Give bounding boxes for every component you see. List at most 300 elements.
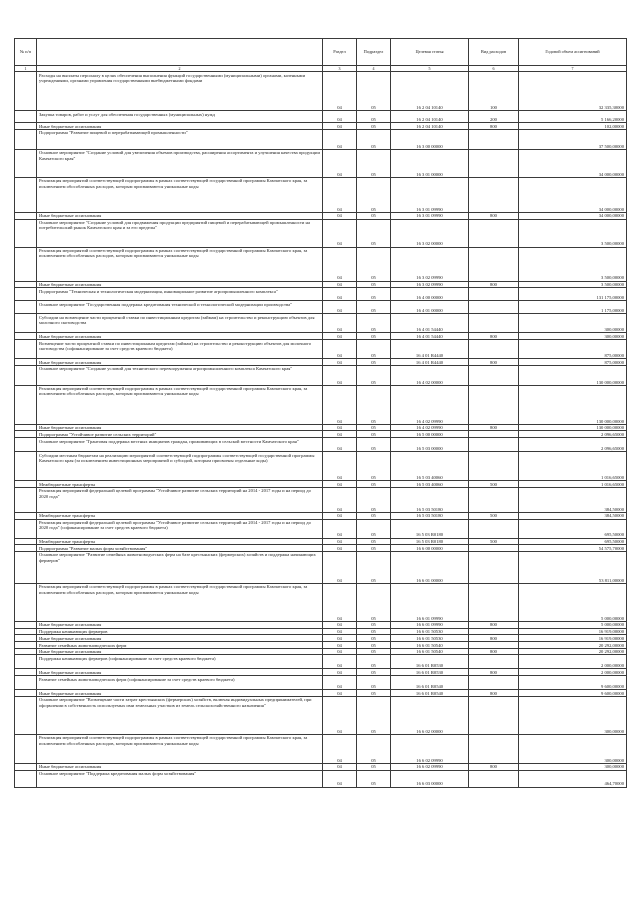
target-article-cell: 16 4 01 R4440 bbox=[391, 340, 469, 359]
expense-type-cell bbox=[469, 487, 519, 512]
amount-cell: 5 166,20000 bbox=[519, 111, 627, 123]
amount-cell: 34 000,00000 bbox=[519, 149, 627, 177]
amount-cell: 130 000,00000 bbox=[519, 385, 627, 424]
amount-cell: 464,70000 bbox=[519, 770, 627, 787]
num-cell bbox=[15, 635, 37, 642]
table-row bbox=[15, 655, 627, 669]
target-article-cell: 16 5 03 R0180 bbox=[391, 519, 469, 538]
razdel-cell: 04 bbox=[323, 288, 357, 301]
expense-type-cell bbox=[469, 655, 519, 669]
row-name-cell: Основное мероприятие "Развитие семейных животноводческих ферм на базе крестьянских (фермерских) хозяйств и поддержка начинающих фермеров" bbox=[37, 551, 323, 583]
target-article-cell: 16 2 04 10140 bbox=[391, 111, 469, 123]
num-cell bbox=[15, 538, 37, 545]
num-cell bbox=[15, 676, 37, 690]
razdel-cell: 04 bbox=[323, 676, 357, 690]
num-cell bbox=[15, 690, 37, 697]
row-name-cell: Межбюджетные трансферты bbox=[37, 512, 323, 519]
expense-type-cell: 800 bbox=[469, 123, 519, 130]
podrazdel-cell: 05 bbox=[357, 123, 391, 130]
razdel-cell: 04 bbox=[323, 212, 357, 219]
table-row bbox=[15, 621, 627, 628]
expense-type-cell: 800 bbox=[469, 669, 519, 676]
row-name-cell: Поддержка начинающих фермеров (софинансирование за счет средств краевого бюджета) bbox=[37, 655, 323, 669]
header-podrazdel: Подраздел bbox=[357, 39, 391, 66]
podrazdel-cell: 05 bbox=[357, 642, 391, 649]
row-name-cell: Иные бюджетные ассигнования bbox=[37, 281, 323, 288]
expense-type-cell bbox=[469, 519, 519, 538]
razdel-cell: 04 bbox=[323, 770, 357, 787]
target-article-cell: 16 5 00 00000 bbox=[391, 431, 469, 438]
row-name-cell: Иные бюджетные ассигнования bbox=[37, 123, 323, 130]
expense-type-cell bbox=[469, 385, 519, 424]
table-row bbox=[15, 438, 627, 452]
table-row bbox=[15, 359, 627, 366]
amount-cell: 2 000,00000 bbox=[519, 669, 627, 676]
expense-type-cell bbox=[469, 551, 519, 583]
podrazdel-cell: 05 bbox=[357, 247, 391, 281]
row-name-cell: Реализация мероприятий соответствующей подпрограммы в рамках соответствующей государственной программы Камчатского края, за исключением обособленных расходов, которым присваиваются уникальные коды bbox=[37, 734, 323, 763]
amount-cell: 102,00000 bbox=[519, 123, 627, 130]
expense-type-cell bbox=[469, 452, 519, 481]
table-row bbox=[15, 690, 627, 697]
target-article-cell: 16 3 01 09990 bbox=[391, 212, 469, 219]
header-number: № п/п bbox=[15, 39, 37, 66]
table-row bbox=[15, 212, 627, 219]
target-article-cell: 16 4 01 54440 bbox=[391, 314, 469, 333]
row-name-cell: Межбюджетные трансферты bbox=[37, 538, 323, 545]
razdel-cell: 04 bbox=[323, 628, 357, 635]
target-article-cell: 16 4 01 54440 bbox=[391, 333, 469, 340]
target-article-cell: 16 5 03 40060 bbox=[391, 452, 469, 481]
row-name-cell: Основное мероприятие "Создание условий для технического перевооружения агропромышленного комплекса Камчатского края" bbox=[37, 365, 323, 385]
podrazdel-cell: 05 bbox=[357, 655, 391, 669]
num-cell bbox=[15, 365, 37, 385]
podrazdel-cell: 05 bbox=[357, 583, 391, 621]
podrazdel-cell: 05 bbox=[357, 359, 391, 366]
podrazdel-cell: 05 bbox=[357, 385, 391, 424]
table-row bbox=[15, 314, 627, 333]
razdel-cell: 04 bbox=[323, 431, 357, 438]
num-cell bbox=[15, 770, 37, 787]
row-name-cell: Основное мероприятие "Создание условий для продвижения продукции предприятий пищевой и перерабатывающей промышленности на потребительский рынок Камчатского края и за его пределы" bbox=[37, 219, 323, 247]
expense-type-cell bbox=[469, 288, 519, 301]
table-row bbox=[15, 177, 627, 212]
razdel-cell: 04 bbox=[323, 301, 357, 314]
amount-cell: 130 000,00000 bbox=[519, 365, 627, 385]
index-cell: 1 bbox=[15, 66, 37, 72]
amount-cell: 53 811,00000 bbox=[519, 551, 627, 583]
razdel-cell: 04 bbox=[323, 690, 357, 697]
amount-cell: 37 500,00000 bbox=[519, 129, 627, 149]
razdel-cell: 04 bbox=[323, 340, 357, 359]
target-article-cell: 16 6 01 09990 bbox=[391, 621, 469, 628]
num-cell bbox=[15, 177, 37, 212]
podrazdel-cell: 05 bbox=[357, 512, 391, 519]
expense-type-cell bbox=[469, 219, 519, 247]
podrazdel-cell: 05 bbox=[357, 734, 391, 763]
table-row bbox=[15, 487, 627, 512]
table-row bbox=[15, 219, 627, 247]
razdel-cell: 04 bbox=[323, 512, 357, 519]
expense-type-cell bbox=[469, 301, 519, 314]
target-article-cell: 16 4 01 00000 bbox=[391, 301, 469, 314]
amount-cell: 695,50000 bbox=[519, 519, 627, 538]
num-cell bbox=[15, 149, 37, 177]
podrazdel-cell: 05 bbox=[357, 111, 391, 123]
row-name-cell: Иные бюджетные ассигнования bbox=[37, 333, 323, 340]
row-name-cell: Подпрограмма "Развитие малых форм хозяйствования" bbox=[37, 545, 323, 552]
row-name-cell: Основное мероприятие "Государственная поддержка кредитования технической и технологической модернизации производства" bbox=[37, 301, 323, 314]
num-cell bbox=[15, 628, 37, 635]
expense-type-cell bbox=[469, 583, 519, 621]
podrazdel-cell: 05 bbox=[357, 551, 391, 583]
target-article-cell: 16 5 03 R0180 bbox=[391, 538, 469, 545]
expense-type-cell bbox=[469, 545, 519, 552]
row-name-cell: Иные бюджетные ассигнования bbox=[37, 635, 323, 642]
razdel-cell: 04 bbox=[323, 538, 357, 545]
expense-type-cell: 800 bbox=[469, 281, 519, 288]
podrazdel-cell: 05 bbox=[357, 696, 391, 734]
table-row bbox=[15, 301, 627, 314]
table-row bbox=[15, 452, 627, 481]
amount-cell: 2 000,00000 bbox=[519, 655, 627, 669]
row-name-cell: Возмещение части процентной ставки по инвестиционным кредитам (займам) на строительство и реконструкцию объектов для молочного скотоводства (софинансирование за счет средств краевого бюджета) bbox=[37, 340, 323, 359]
podrazdel-cell: 05 bbox=[357, 301, 391, 314]
razdel-cell: 04 bbox=[323, 123, 357, 130]
expense-type-cell: 800 bbox=[469, 690, 519, 697]
amount-cell: 131 175,00000 bbox=[519, 288, 627, 301]
table-row bbox=[15, 431, 627, 438]
amount-cell: 300,00000 bbox=[519, 314, 627, 333]
row-name-cell: Иные бюджетные ассигнования bbox=[37, 359, 323, 366]
target-article-cell: 16 6 02 09990 bbox=[391, 734, 469, 763]
table-row bbox=[15, 519, 627, 538]
num-cell bbox=[15, 452, 37, 481]
razdel-cell: 04 bbox=[323, 281, 357, 288]
target-article-cell: 16 4 02 09990 bbox=[391, 385, 469, 424]
expense-type-cell bbox=[469, 129, 519, 149]
podrazdel-cell: 05 bbox=[357, 676, 391, 690]
razdel-cell: 04 bbox=[323, 763, 357, 770]
expense-type-cell bbox=[469, 438, 519, 452]
razdel-cell: 04 bbox=[323, 655, 357, 669]
header-row bbox=[15, 39, 627, 66]
target-article-cell: 16 3 02 09990 bbox=[391, 247, 469, 281]
table-row bbox=[15, 545, 627, 552]
amount-cell: 9 600,00000 bbox=[519, 690, 627, 697]
razdel-cell: 04 bbox=[323, 551, 357, 583]
razdel-cell: 04 bbox=[323, 481, 357, 488]
amount-cell: 1 175,00000 bbox=[519, 301, 627, 314]
expense-type-cell: 500 bbox=[469, 512, 519, 519]
podrazdel-cell: 05 bbox=[357, 314, 391, 333]
amount-cell: 34 000,00000 bbox=[519, 177, 627, 212]
target-article-cell: 16 2 04 10140 bbox=[391, 72, 469, 111]
podrazdel-cell: 05 bbox=[357, 669, 391, 676]
amount-cell: 300,00000 bbox=[519, 734, 627, 763]
row-name-cell: Закупка товаров, работ и услуг для обеспечения государственных (муниципальных) нужд bbox=[37, 111, 323, 123]
row-name-cell: Основное мероприятие "Грантовая поддержка местных инициатив граждан, проживающих в сельской местности Камчатского края" bbox=[37, 438, 323, 452]
expense-type-cell: 800 bbox=[469, 635, 519, 642]
num-cell bbox=[15, 333, 37, 340]
amount-cell: 384,50000 bbox=[519, 512, 627, 519]
target-article-cell: 16 5 03 00000 bbox=[391, 438, 469, 452]
row-name-cell: Межбюджетные трансферты bbox=[37, 481, 323, 488]
row-name-cell: Развитие семейных животноводческих ферм (софинансирование за счет средств краевого бюджета) bbox=[37, 676, 323, 690]
num-cell bbox=[15, 212, 37, 219]
razdel-cell: 04 bbox=[323, 385, 357, 424]
target-article-cell: 16 4 01 R4440 bbox=[391, 359, 469, 366]
target-article-cell: 16 4 00 00000 bbox=[391, 288, 469, 301]
table-row bbox=[15, 635, 627, 642]
podrazdel-cell: 05 bbox=[357, 431, 391, 438]
num-cell bbox=[15, 247, 37, 281]
table-row bbox=[15, 583, 627, 621]
target-article-cell: 16 6 03 00000 bbox=[391, 770, 469, 787]
target-article-cell: 16 6 01 50540 bbox=[391, 642, 469, 649]
table-row bbox=[15, 551, 627, 583]
target-article-cell: 16 4 02 00000 bbox=[391, 365, 469, 385]
num-cell bbox=[15, 648, 37, 655]
podrazdel-cell: 05 bbox=[357, 149, 391, 177]
podrazdel-cell: 05 bbox=[357, 438, 391, 452]
expense-type-cell bbox=[469, 734, 519, 763]
razdel-cell: 04 bbox=[323, 696, 357, 734]
row-name-cell: Иные бюджетные ассигнования bbox=[37, 648, 323, 655]
expense-type-cell: 500 bbox=[469, 538, 519, 545]
table-row bbox=[15, 247, 627, 281]
table-row bbox=[15, 696, 627, 734]
num-cell bbox=[15, 545, 37, 552]
expense-type-cell: 800 bbox=[469, 621, 519, 628]
podrazdel-cell: 05 bbox=[357, 635, 391, 642]
index-cell: 5 bbox=[391, 66, 469, 72]
num-cell bbox=[15, 288, 37, 301]
header-razdel: Раздел bbox=[323, 39, 357, 66]
expense-type-cell: 800 bbox=[469, 359, 519, 366]
table-row bbox=[15, 763, 627, 770]
amount-cell: 20 292,00000 bbox=[519, 642, 627, 649]
target-article-cell: 16 6 00 00000 bbox=[391, 545, 469, 552]
amount-cell: 3 500,00000 bbox=[519, 247, 627, 281]
podrazdel-cell: 05 bbox=[357, 763, 391, 770]
podrazdel-cell: 05 bbox=[357, 72, 391, 111]
amount-cell: 2 096,65000 bbox=[519, 431, 627, 438]
num-cell bbox=[15, 763, 37, 770]
row-name-cell: Иные бюджетные ассигнования bbox=[37, 690, 323, 697]
amount-cell: 9 600,00000 bbox=[519, 676, 627, 690]
amount-cell: 384,50000 bbox=[519, 487, 627, 512]
expense-type-cell bbox=[469, 247, 519, 281]
row-name-cell: Подпрограмма "Развитие пищевой и перерабатывающей промышленности" bbox=[37, 129, 323, 149]
podrazdel-cell: 05 bbox=[357, 690, 391, 697]
target-article-cell: 16 6 01 50540 bbox=[391, 648, 469, 655]
row-name-cell: Основное мероприятие "Поддержка кредитования малых форм хозяйствования" bbox=[37, 770, 323, 787]
header-expense-type: Вид расходов bbox=[469, 39, 519, 66]
row-name-cell: Иные бюджетные ассигнования bbox=[37, 763, 323, 770]
target-article-cell: 16 3 02 00000 bbox=[391, 219, 469, 247]
table-row bbox=[15, 648, 627, 655]
row-name-cell: Основное мероприятие "Возмещение части затрат крестьянских (фермерских) хозяйств, включая индивидуальных предпринимателей, при оформлении в собственность используемых ими земельных участков из земель сельскохозяйственного назначения" bbox=[37, 696, 323, 734]
num-cell bbox=[15, 129, 37, 149]
razdel-cell: 04 bbox=[323, 219, 357, 247]
razdel-cell: 04 bbox=[323, 519, 357, 538]
podrazdel-cell: 05 bbox=[357, 538, 391, 545]
podrazdel-cell: 05 bbox=[357, 288, 391, 301]
table-row bbox=[15, 676, 627, 690]
table-row bbox=[15, 481, 627, 488]
expense-type-cell bbox=[469, 676, 519, 690]
table-row bbox=[15, 365, 627, 385]
table-row bbox=[15, 288, 627, 301]
num-cell bbox=[15, 583, 37, 621]
index-cell: 6 bbox=[469, 66, 519, 72]
num-cell bbox=[15, 551, 37, 583]
podrazdel-cell: 05 bbox=[357, 648, 391, 655]
index-cell: 7 bbox=[519, 66, 627, 72]
amount-cell: 16 919,00000 bbox=[519, 635, 627, 642]
table-row bbox=[15, 340, 627, 359]
target-article-cell: 16 6 01 R0540 bbox=[391, 690, 469, 697]
expense-type-cell bbox=[469, 149, 519, 177]
target-article-cell: 16 6 01 R0530 bbox=[391, 669, 469, 676]
target-article-cell: 16 4 02 09990 bbox=[391, 424, 469, 431]
table-row bbox=[15, 385, 627, 424]
podrazdel-cell: 05 bbox=[357, 487, 391, 512]
header-target-article: Целевая статья bbox=[391, 39, 469, 66]
amount-cell: 130 000,00000 bbox=[519, 424, 627, 431]
num-cell bbox=[15, 111, 37, 123]
num-cell bbox=[15, 123, 37, 130]
num-cell bbox=[15, 487, 37, 512]
row-name-cell: Подпрограмма "Устойчивое развитие сельских территорий" bbox=[37, 431, 323, 438]
razdel-cell: 04 bbox=[323, 359, 357, 366]
row-name-cell: Подпрограмма "Техническая и технологическая модернизация, инновационное развитие агропромышленного комплекса" bbox=[37, 288, 323, 301]
razdel-cell: 04 bbox=[323, 438, 357, 452]
table-row bbox=[15, 72, 627, 111]
amount-cell: 2 096,65000 bbox=[519, 438, 627, 452]
num-cell bbox=[15, 72, 37, 111]
row-name-cell: Реализация мероприятий соответствующей подпрограммы в рамках соответствующей государственной программы Камчатского края, за исключением обособленных расходов, которым присваиваются уникальные коды bbox=[37, 583, 323, 621]
razdel-cell: 04 bbox=[323, 452, 357, 481]
num-cell bbox=[15, 669, 37, 676]
num-cell bbox=[15, 621, 37, 628]
row-name-cell: Субсидии на возмещение части процентной ставки по инвестиционным кредитам (займам) на строительство и реконструкцию объектов для молочного скотоводства bbox=[37, 314, 323, 333]
podrazdel-cell: 05 bbox=[357, 333, 391, 340]
expense-type-cell: 100 bbox=[469, 72, 519, 111]
amount-cell: 875,00000 bbox=[519, 340, 627, 359]
razdel-cell: 04 bbox=[323, 111, 357, 123]
expense-type-cell: 800 bbox=[469, 333, 519, 340]
row-name-cell: Иные бюджетные ассигнования bbox=[37, 212, 323, 219]
expense-type-cell bbox=[469, 770, 519, 787]
table-row bbox=[15, 129, 627, 149]
razdel-cell: 04 bbox=[323, 72, 357, 111]
podrazdel-cell: 05 bbox=[357, 770, 391, 787]
razdel-cell: 04 bbox=[323, 669, 357, 676]
target-article-cell: 16 6 01 00000 bbox=[391, 551, 469, 583]
podrazdel-cell: 05 bbox=[357, 129, 391, 149]
target-article-cell: 16 2 04 10140 bbox=[391, 123, 469, 130]
num-cell bbox=[15, 219, 37, 247]
expense-type-cell: 800 bbox=[469, 763, 519, 770]
amount-cell: 34 000,00000 bbox=[519, 212, 627, 219]
razdel-cell: 04 bbox=[323, 149, 357, 177]
header-annual-volume: Годовой объем ассигнований bbox=[519, 39, 627, 66]
row-name-cell: Реализация мероприятий соответствующей подпрограммы в рамках соответствующей государственной программы Камчатского края, за исключением обособленных расходов, которым присваиваются уникальные коды bbox=[37, 385, 323, 424]
expense-type-cell: 800 bbox=[469, 424, 519, 431]
amount-cell: 54 575,70000 bbox=[519, 545, 627, 552]
expense-type-cell: 500 bbox=[469, 481, 519, 488]
index-cell: 3 bbox=[323, 66, 357, 72]
table-row bbox=[15, 770, 627, 787]
podrazdel-cell: 05 bbox=[357, 281, 391, 288]
num-cell bbox=[15, 481, 37, 488]
amount-cell: 300,00000 bbox=[519, 763, 627, 770]
target-article-cell: 16 6 01 50530 bbox=[391, 635, 469, 642]
podrazdel-cell: 05 bbox=[357, 177, 391, 212]
row-name-cell: Расходы на выплаты персоналу в целях обеспечения выполнения функций государственными (муниципальными) органами, казенными учреждениями, органами управления государственными внебюджетными фондами bbox=[37, 72, 323, 111]
expense-type-cell: 800 bbox=[469, 212, 519, 219]
num-cell bbox=[15, 734, 37, 763]
expense-type-cell: 800 bbox=[469, 648, 519, 655]
table-row bbox=[15, 333, 627, 340]
razdel-cell: 04 bbox=[323, 621, 357, 628]
target-article-cell: 16 3 00 00000 bbox=[391, 129, 469, 149]
amount-cell: 3 500,00000 bbox=[519, 219, 627, 247]
expense-type-cell bbox=[469, 431, 519, 438]
num-cell bbox=[15, 281, 37, 288]
num-cell bbox=[15, 655, 37, 669]
razdel-cell: 04 bbox=[323, 247, 357, 281]
num-cell bbox=[15, 301, 37, 314]
table-row bbox=[15, 149, 627, 177]
amount-cell: 300,00000 bbox=[519, 333, 627, 340]
amount-cell: 5 000,00000 bbox=[519, 583, 627, 621]
podrazdel-cell: 05 bbox=[357, 452, 391, 481]
target-article-cell: 16 5 03 50180 bbox=[391, 487, 469, 512]
amount-cell: 1 016,65000 bbox=[519, 452, 627, 481]
podrazdel-cell: 05 bbox=[357, 340, 391, 359]
row-name-cell: Реализация мероприятий соответствующей подпрограммы в рамках соответствующей государственной программы Камчатского края, за исключением обособленных расходов, которым присваиваются уникальные коды bbox=[37, 247, 323, 281]
expense-type-cell bbox=[469, 696, 519, 734]
razdel-cell: 04 bbox=[323, 424, 357, 431]
podrazdel-cell: 05 bbox=[357, 519, 391, 538]
target-article-cell: 16 5 03 50180 bbox=[391, 512, 469, 519]
razdel-cell: 04 bbox=[323, 314, 357, 333]
podrazdel-cell: 05 bbox=[357, 628, 391, 635]
podrazdel-cell: 05 bbox=[357, 365, 391, 385]
num-cell bbox=[15, 314, 37, 333]
razdel-cell: 04 bbox=[323, 487, 357, 512]
razdel-cell: 04 bbox=[323, 635, 357, 642]
razdel-cell: 04 bbox=[323, 177, 357, 212]
num-cell bbox=[15, 519, 37, 538]
table-body bbox=[15, 72, 627, 787]
amount-cell: 875,00000 bbox=[519, 359, 627, 366]
amount-cell: 16 919,00000 bbox=[519, 628, 627, 635]
num-cell bbox=[15, 512, 37, 519]
target-article-cell: 16 6 01 R0540 bbox=[391, 676, 469, 690]
num-cell bbox=[15, 642, 37, 649]
row-name-cell: Иные бюджетные ассигнования bbox=[37, 424, 323, 431]
podrazdel-cell: 05 bbox=[357, 424, 391, 431]
table-row bbox=[15, 734, 627, 763]
podrazdel-cell: 05 bbox=[357, 545, 391, 552]
amount-cell: 3 500,00000 bbox=[519, 281, 627, 288]
row-name-cell: Субсидии местным бюджетам на реализацию мероприятий соответствующей подпрограммы соответствующей государственной программы Камчатского края (за исключением инвестиционных мероприятий и субсидий, которым присвоены отдельные коды) bbox=[37, 452, 323, 481]
num-cell bbox=[15, 424, 37, 431]
